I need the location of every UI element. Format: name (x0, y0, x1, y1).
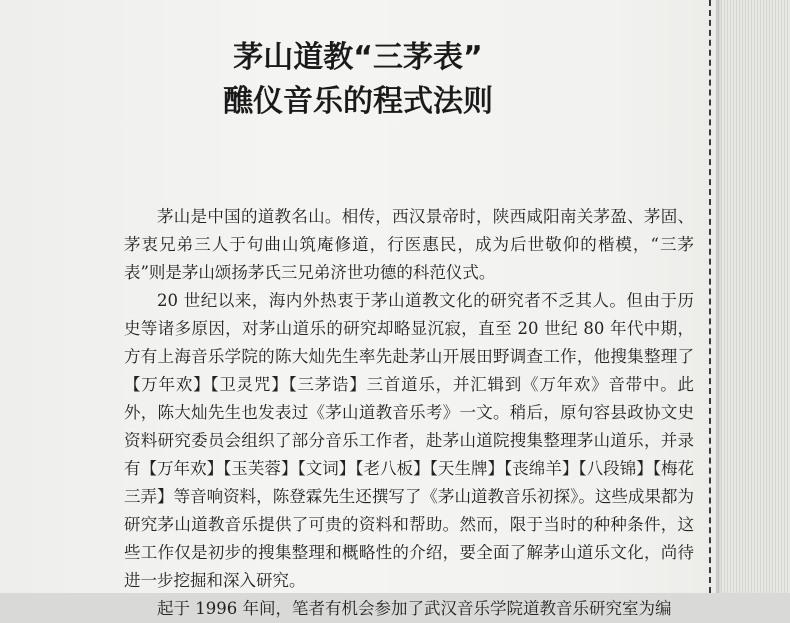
page-edge-shadow (716, 0, 722, 593)
paragraph-3: 起于 1996 年间，笔者有机会参加了武汉音乐学院道教音乐研究室为编 (124, 599, 672, 618)
body-text (124, 203, 694, 623)
chapter-title (0, 36, 716, 124)
page-stack-edge (716, 0, 790, 593)
paragraph-2: 20 世纪以来，海内外热衷于茅山道教文化的研究者不乏其人。但由于历史等诸多原因，对茅山道乐的研究却略显沉寂，直至 20 世纪 80 年代中期，方有上海音乐学院的陈大灿先生率先赴茅山开展田野调查工作，他搜集整理了【万年欢】【卫灵咒】【三茅诰】三首道乐，并汇辑到《万年欢》音带中。此外，陈大灿先生也发表过《茅山道教音乐考》一文。稍后，原句容县政协文史资料研究委员会组织了部分音乐工作者，赴茅山道院搜集整理茅山道乐，并录有【万年欢】【玉芙蓉】【文词】【老八板】【天生牌】【丧绵羊】【八段锦】【梅花三弄】等音响资料，陈登霖先生还撰写了《茅山道教音乐初探》。这些成果都为研究茅山道教音乐提供了可贵的资料和帮助。然而，限于当时的种种条件，这些工作仅是初步的搜集整理和概略性的介绍，要全面了解茅山道乐文化，尚待进一步挖掘和深入研究。 (124, 291, 694, 590)
page-margin-dashed-line (709, 0, 711, 593)
paragraph-1: 茅山是中国的道教名山。相传，西汉景帝时，陕西咸阳南关茅盈、茅固、茅衷兄弟三人于句曲山筑庵修道，行医惠民，成为后世敬仰的楷模，“三茅表”则是茅山颂扬茅氏三兄弟济世功德的科范仪式。 (124, 207, 694, 282)
chapter-title-line-2: 醮仪音乐的程式法则 (223, 84, 493, 119)
chapter-title-line-1: 茅山道教“三茅表” (233, 40, 483, 75)
